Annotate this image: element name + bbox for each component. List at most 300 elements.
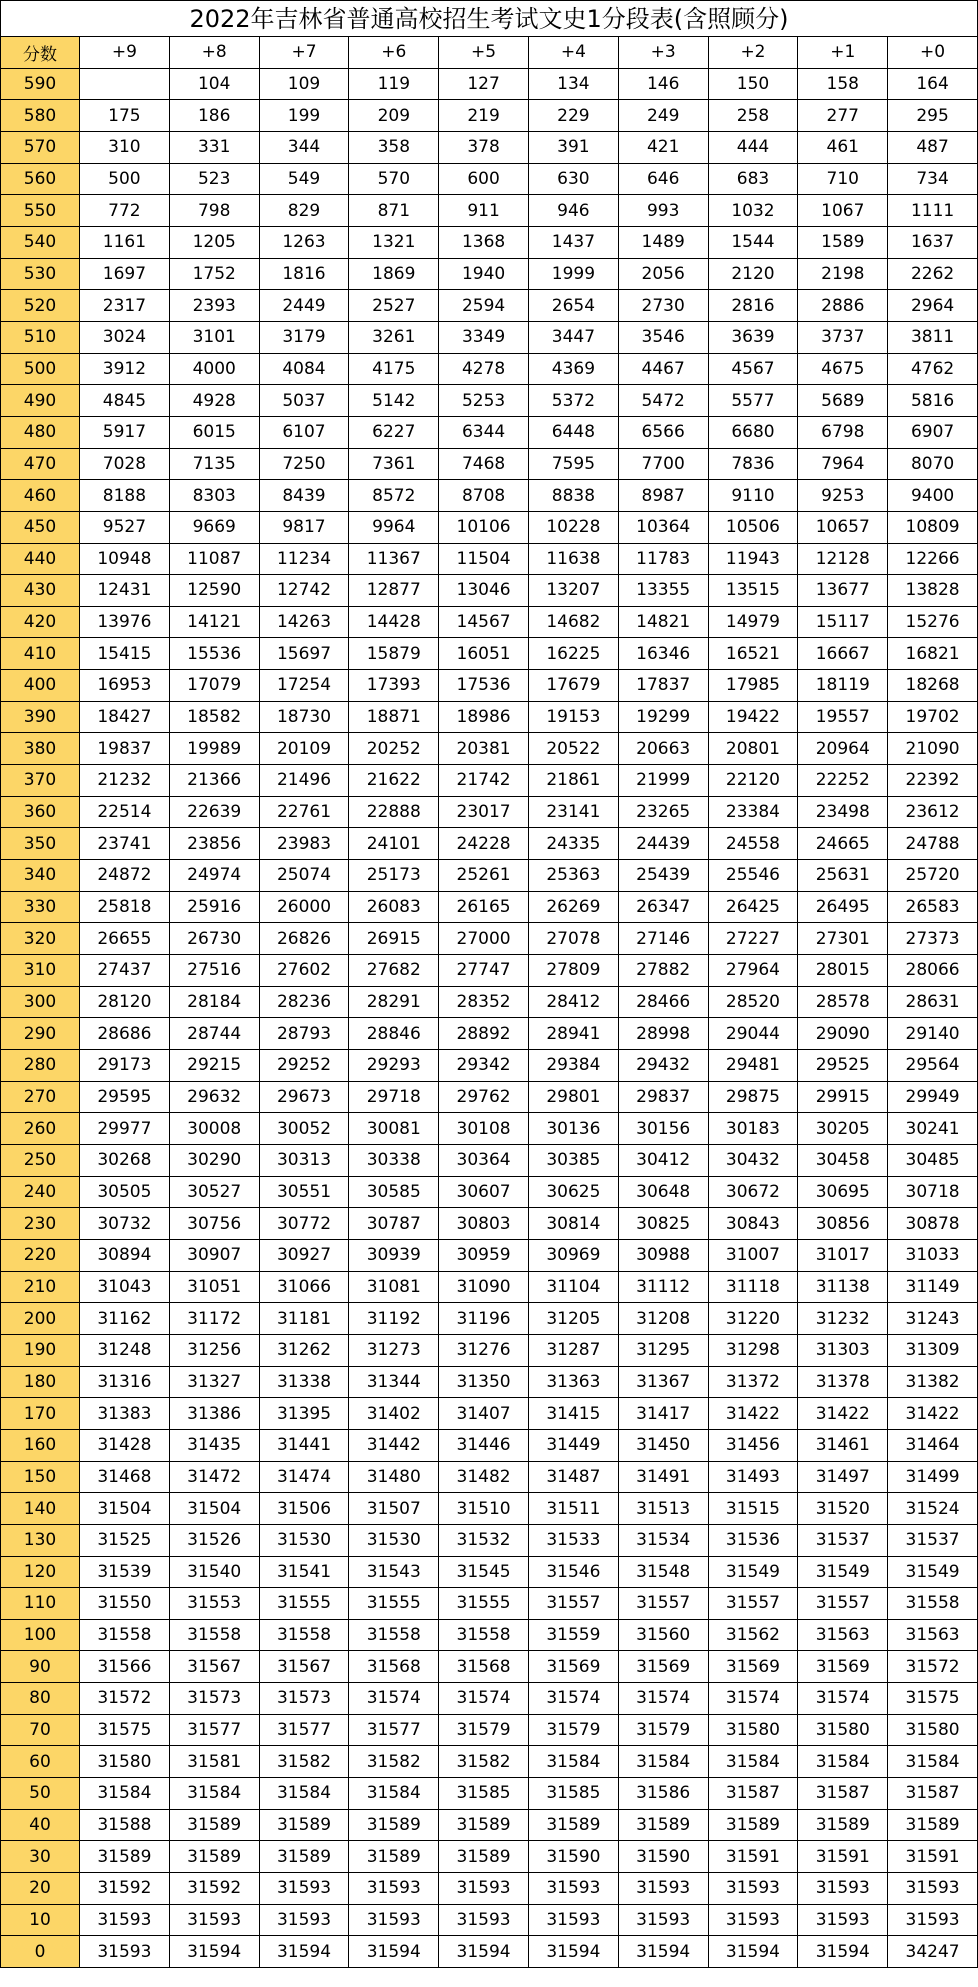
count-cell: 249 [618,100,708,132]
table-row [1,1050,978,1082]
count-cell: 12742 [259,575,349,607]
count-cell: 23141 [528,796,618,828]
score-cell: 500 [1,353,80,385]
count-cell: 734 [888,163,978,195]
count-cell: 7964 [798,448,888,480]
count-cell: 29140 [888,1018,978,1050]
count-cell: 31549 [798,1556,888,1588]
count-cell: 29595 [80,1081,170,1113]
count-cell: 31585 [528,1778,618,1810]
count-cell: 24872 [80,860,170,892]
count-cell: 31442 [349,1429,439,1461]
count-cell: 11504 [439,543,529,575]
count-cell: 29801 [528,1081,618,1113]
count-cell: 31594 [439,1936,529,1968]
count-cell: 219 [439,100,529,132]
count-cell: 31558 [259,1619,349,1651]
table-row [1,733,978,765]
count-cell: 19299 [618,701,708,733]
table-row [1,1809,978,1841]
count-cell: 20801 [708,733,798,765]
count-cell: 600 [439,163,529,195]
count-cell: 31566 [80,1651,170,1683]
count-cell: 3737 [798,321,888,353]
count-cell: 31590 [528,1841,618,1873]
count-cell: 8708 [439,480,529,512]
count-cell: 31545 [439,1556,529,1588]
count-cell: 17985 [708,670,798,702]
count-cell: 26000 [259,891,349,923]
count-cell: 17079 [169,670,259,702]
score-cell: 560 [1,163,80,195]
count-cell: 31532 [439,1524,529,1556]
count-cell: 16953 [80,670,170,702]
count-cell: 5037 [259,385,349,417]
count-cell: 31303 [798,1334,888,1366]
table-row [1,1619,978,1651]
count-cell: 31537 [798,1524,888,1556]
count-cell: 31422 [798,1398,888,1430]
count-cell: 2449 [259,290,349,322]
count-cell: 31138 [798,1271,888,1303]
table-row [1,1398,978,1430]
count-cell: 31590 [618,1841,708,1873]
count-cell: 6907 [888,416,978,448]
count-cell: 31589 [439,1809,529,1841]
score-cell: 490 [1,385,80,417]
count-cell: 26495 [798,891,888,923]
count-cell: 487 [888,131,978,163]
count-cell [80,68,170,100]
count-cell: 25173 [349,860,439,892]
count-cell: 6566 [618,416,708,448]
count-cell: 150 [708,68,798,100]
header-offset: +7 [259,37,349,69]
count-cell: 31593 [798,1904,888,1936]
table-row [1,1936,978,1968]
count-cell: 378 [439,131,529,163]
header-offset: +9 [80,37,170,69]
count-cell: 28744 [169,1018,259,1050]
count-cell: 28236 [259,986,349,1018]
count-cell: 31456 [708,1429,798,1461]
count-cell: 31593 [888,1904,978,1936]
count-cell: 31248 [80,1334,170,1366]
score-cell: 60 [1,1746,80,1778]
count-cell: 127 [439,68,529,100]
count-cell: 3101 [169,321,259,353]
count-cell: 31594 [798,1936,888,1968]
count-cell: 31262 [259,1334,349,1366]
count-cell: 31593 [618,1873,708,1905]
count-cell: 30825 [618,1208,708,1240]
count-cell: 31589 [349,1841,439,1873]
score-cell: 330 [1,891,80,923]
count-cell: 31536 [708,1524,798,1556]
score-cell: 90 [1,1651,80,1683]
count-cell: 30894 [80,1239,170,1271]
count-cell: 229 [528,100,618,132]
header-offset: +6 [349,37,439,69]
count-cell: 31382 [888,1366,978,1398]
count-cell: 31499 [888,1461,978,1493]
count-cell: 31593 [618,1904,708,1936]
score-cell: 340 [1,860,80,892]
count-cell: 31577 [349,1714,439,1746]
score-cell: 300 [1,986,80,1018]
count-cell: 31593 [439,1904,529,1936]
table-row [1,1176,978,1208]
table-row [1,290,978,322]
score-cell: 120 [1,1556,80,1588]
table-row [1,606,978,638]
count-cell: 630 [528,163,618,195]
count-cell: 31588 [80,1809,170,1841]
count-cell: 911 [439,195,529,227]
count-cell: 2594 [439,290,529,322]
count-cell: 772 [80,195,170,227]
count-cell: 461 [798,131,888,163]
count-cell: 19422 [708,701,798,733]
count-cell: 12266 [888,543,978,575]
count-cell: 20522 [528,733,618,765]
count-cell: 31553 [169,1588,259,1620]
count-cell: 14567 [439,606,529,638]
table-row [1,1113,978,1145]
count-cell: 29525 [798,1050,888,1082]
count-cell: 31549 [708,1556,798,1588]
score-cell: 100 [1,1619,80,1651]
count-cell: 31567 [259,1651,349,1683]
table-row [1,1683,978,1715]
count-cell: 31589 [798,1809,888,1841]
count-cell: 31577 [169,1714,259,1746]
count-cell: 1437 [528,226,618,258]
count-cell: 31563 [798,1619,888,1651]
table-row [1,68,978,100]
score-cell: 250 [1,1144,80,1176]
score-cell: 0 [1,1936,80,1968]
count-cell: 31593 [798,1873,888,1905]
score-cell: 390 [1,701,80,733]
score-cell: 280 [1,1050,80,1082]
count-cell: 710 [798,163,888,195]
count-cell: 29718 [349,1081,439,1113]
count-cell: 31593 [259,1904,349,1936]
count-cell: 31587 [888,1778,978,1810]
count-cell: 1544 [708,226,798,258]
count-cell: 946 [528,195,618,227]
count-cell: 29875 [708,1081,798,1113]
count-cell: 15415 [80,638,170,670]
count-cell: 31172 [169,1303,259,1335]
count-cell: 30205 [798,1113,888,1145]
count-cell: 31579 [618,1714,708,1746]
count-cell: 1940 [439,258,529,290]
table-row [1,258,978,290]
score-cell: 460 [1,480,80,512]
count-cell: 24558 [708,828,798,860]
count-cell: 23384 [708,796,798,828]
count-cell: 29564 [888,1050,978,1082]
count-cell: 31316 [80,1366,170,1398]
count-cell: 24335 [528,828,618,860]
count-cell: 175 [80,100,170,132]
count-cell: 10809 [888,511,978,543]
count-cell: 10657 [798,511,888,543]
count-cell: 26583 [888,891,978,923]
count-cell: 134 [528,68,618,100]
count-cell: 31256 [169,1334,259,1366]
count-cell: 31506 [259,1493,349,1525]
count-cell: 444 [708,131,798,163]
count-cell: 829 [259,195,349,227]
count-cell: 31446 [439,1429,529,1461]
count-cell: 14821 [618,606,708,638]
count-cell: 27437 [80,955,170,987]
count-cell: 7595 [528,448,618,480]
count-cell: 16521 [708,638,798,670]
table-row [1,1524,978,1556]
count-cell: 27882 [618,955,708,987]
count-cell: 1263 [259,226,349,258]
count-cell: 31593 [169,1904,259,1936]
table-row [1,955,978,987]
count-cell: 28466 [618,986,708,1018]
count-cell: 6107 [259,416,349,448]
count-cell: 29044 [708,1018,798,1050]
count-cell: 8439 [259,480,349,512]
score-cell: 410 [1,638,80,670]
count-cell: 2730 [618,290,708,322]
count-cell: 31594 [259,1936,349,1968]
count-cell: 31033 [888,1239,978,1271]
count-cell: 31524 [888,1493,978,1525]
count-cell: 5917 [80,416,170,448]
score-cell: 240 [1,1176,80,1208]
table-row [1,891,978,923]
count-cell: 31295 [618,1334,708,1366]
count-cell: 31205 [528,1303,618,1335]
score-cell: 20 [1,1873,80,1905]
table-row [1,1366,978,1398]
count-cell: 2393 [169,290,259,322]
count-cell: 11234 [259,543,349,575]
count-cell: 4928 [169,385,259,417]
table-row [1,860,978,892]
count-cell: 186 [169,100,259,132]
count-cell: 1589 [798,226,888,258]
count-cell: 7135 [169,448,259,480]
count-cell: 30412 [618,1144,708,1176]
count-cell: 19702 [888,701,978,733]
count-cell: 20381 [439,733,529,765]
score-cell: 520 [1,290,80,322]
count-cell: 27602 [259,955,349,987]
count-cell: 31580 [708,1714,798,1746]
count-cell: 30927 [259,1239,349,1271]
count-cell: 993 [618,195,708,227]
score-cell: 310 [1,955,80,987]
score-cell: 530 [1,258,80,290]
count-cell: 29342 [439,1050,529,1082]
count-cell: 3811 [888,321,978,353]
count-cell: 30432 [708,1144,798,1176]
score-cell: 160 [1,1429,80,1461]
score-cell: 260 [1,1113,80,1145]
table-row [1,353,978,385]
count-cell: 31577 [259,1714,349,1746]
count-cell: 31580 [798,1714,888,1746]
score-cell: 220 [1,1239,80,1271]
count-cell: 3261 [349,321,439,353]
count-cell: 3546 [618,321,708,353]
count-cell: 31468 [80,1461,170,1493]
count-cell: 28412 [528,986,618,1018]
count-cell: 31589 [169,1809,259,1841]
count-cell: 1032 [708,195,798,227]
count-cell: 27301 [798,923,888,955]
count-cell: 23983 [259,828,349,860]
count-cell: 31589 [708,1809,798,1841]
count-cell: 31504 [80,1493,170,1525]
count-cell: 30313 [259,1144,349,1176]
count-cell: 11783 [618,543,708,575]
count-cell: 21090 [888,733,978,765]
count-cell: 1368 [439,226,529,258]
count-cell: 31181 [259,1303,349,1335]
count-cell: 20109 [259,733,349,765]
count-cell: 5253 [439,385,529,417]
count-cell: 30814 [528,1208,618,1240]
score-cell: 480 [1,416,80,448]
count-cell: 31511 [528,1493,618,1525]
count-cell: 28892 [439,1018,529,1050]
count-cell: 31118 [708,1271,798,1303]
count-cell: 31017 [798,1239,888,1271]
table-row [1,1429,978,1461]
count-cell: 4467 [618,353,708,385]
table-row [1,1303,978,1335]
count-cell: 18730 [259,701,349,733]
count-cell: 28941 [528,1018,618,1050]
count-cell: 31530 [259,1524,349,1556]
count-cell: 1752 [169,258,259,290]
count-cell: 6798 [798,416,888,448]
count-cell: 119 [349,68,439,100]
table-row [1,1239,978,1271]
count-cell: 1489 [618,226,708,258]
count-cell: 28998 [618,1018,708,1050]
count-cell: 31402 [349,1398,439,1430]
score-cell: 150 [1,1461,80,1493]
count-cell: 22639 [169,796,259,828]
count-cell: 8070 [888,448,978,480]
score-cell: 320 [1,923,80,955]
score-cell: 580 [1,100,80,132]
count-cell: 28631 [888,986,978,1018]
count-cell: 31435 [169,1429,259,1461]
count-cell: 13355 [618,575,708,607]
count-cell: 30988 [618,1239,708,1271]
table-row [1,1588,978,1620]
count-cell: 3639 [708,321,798,353]
count-cell: 27078 [528,923,618,955]
count-cell: 25720 [888,860,978,892]
count-cell: 24788 [888,828,978,860]
count-cell: 28352 [439,986,529,1018]
count-cell: 21742 [439,765,529,797]
count-cell: 31589 [528,1809,618,1841]
count-cell: 31513 [618,1493,708,1525]
count-cell: 31450 [618,1429,708,1461]
count-cell: 500 [80,163,170,195]
count-cell: 2198 [798,258,888,290]
count-cell: 26826 [259,923,349,955]
count-cell: 4567 [708,353,798,385]
count-cell: 30772 [259,1208,349,1240]
count-cell: 31515 [708,1493,798,1525]
score-cell: 230 [1,1208,80,1240]
score-cell: 180 [1,1366,80,1398]
count-cell: 20663 [618,733,708,765]
count-cell: 31196 [439,1303,529,1335]
count-cell: 11367 [349,543,439,575]
count-cell: 31584 [259,1778,349,1810]
count-cell: 8188 [80,480,170,512]
count-cell: 25363 [528,860,618,892]
table-row [1,1651,978,1683]
count-cell: 31422 [888,1398,978,1430]
count-cell: 391 [528,131,618,163]
count-cell: 5689 [798,385,888,417]
count-cell: 31104 [528,1271,618,1303]
count-cell: 31243 [888,1303,978,1335]
header-offset: +3 [618,37,708,69]
count-cell: 146 [618,68,708,100]
count-cell: 871 [349,195,439,227]
count-cell: 109 [259,68,349,100]
count-cell: 31558 [80,1619,170,1651]
count-cell: 29090 [798,1018,888,1050]
count-cell: 5816 [888,385,978,417]
count-cell: 31350 [439,1366,529,1398]
count-cell: 277 [798,100,888,132]
count-cell: 31338 [259,1366,349,1398]
count-cell: 14682 [528,606,618,638]
score-cell: 420 [1,606,80,638]
count-cell: 31593 [259,1873,349,1905]
count-cell: 31574 [618,1683,708,1715]
count-cell: 31051 [169,1271,259,1303]
count-cell: 28015 [798,955,888,987]
score-cell: 380 [1,733,80,765]
count-cell: 31593 [439,1873,529,1905]
count-cell: 31593 [349,1873,439,1905]
count-cell: 13207 [528,575,618,607]
count-cell: 331 [169,131,259,163]
count-cell: 31562 [708,1619,798,1651]
count-cell: 24101 [349,828,439,860]
count-cell: 31550 [80,1588,170,1620]
table-row [1,1778,978,1810]
table-row [1,480,978,512]
table-row [1,416,978,448]
count-cell: 31593 [80,1936,170,1968]
count-cell: 10228 [528,511,618,543]
count-cell: 31593 [888,1873,978,1905]
count-cell: 31559 [528,1619,618,1651]
